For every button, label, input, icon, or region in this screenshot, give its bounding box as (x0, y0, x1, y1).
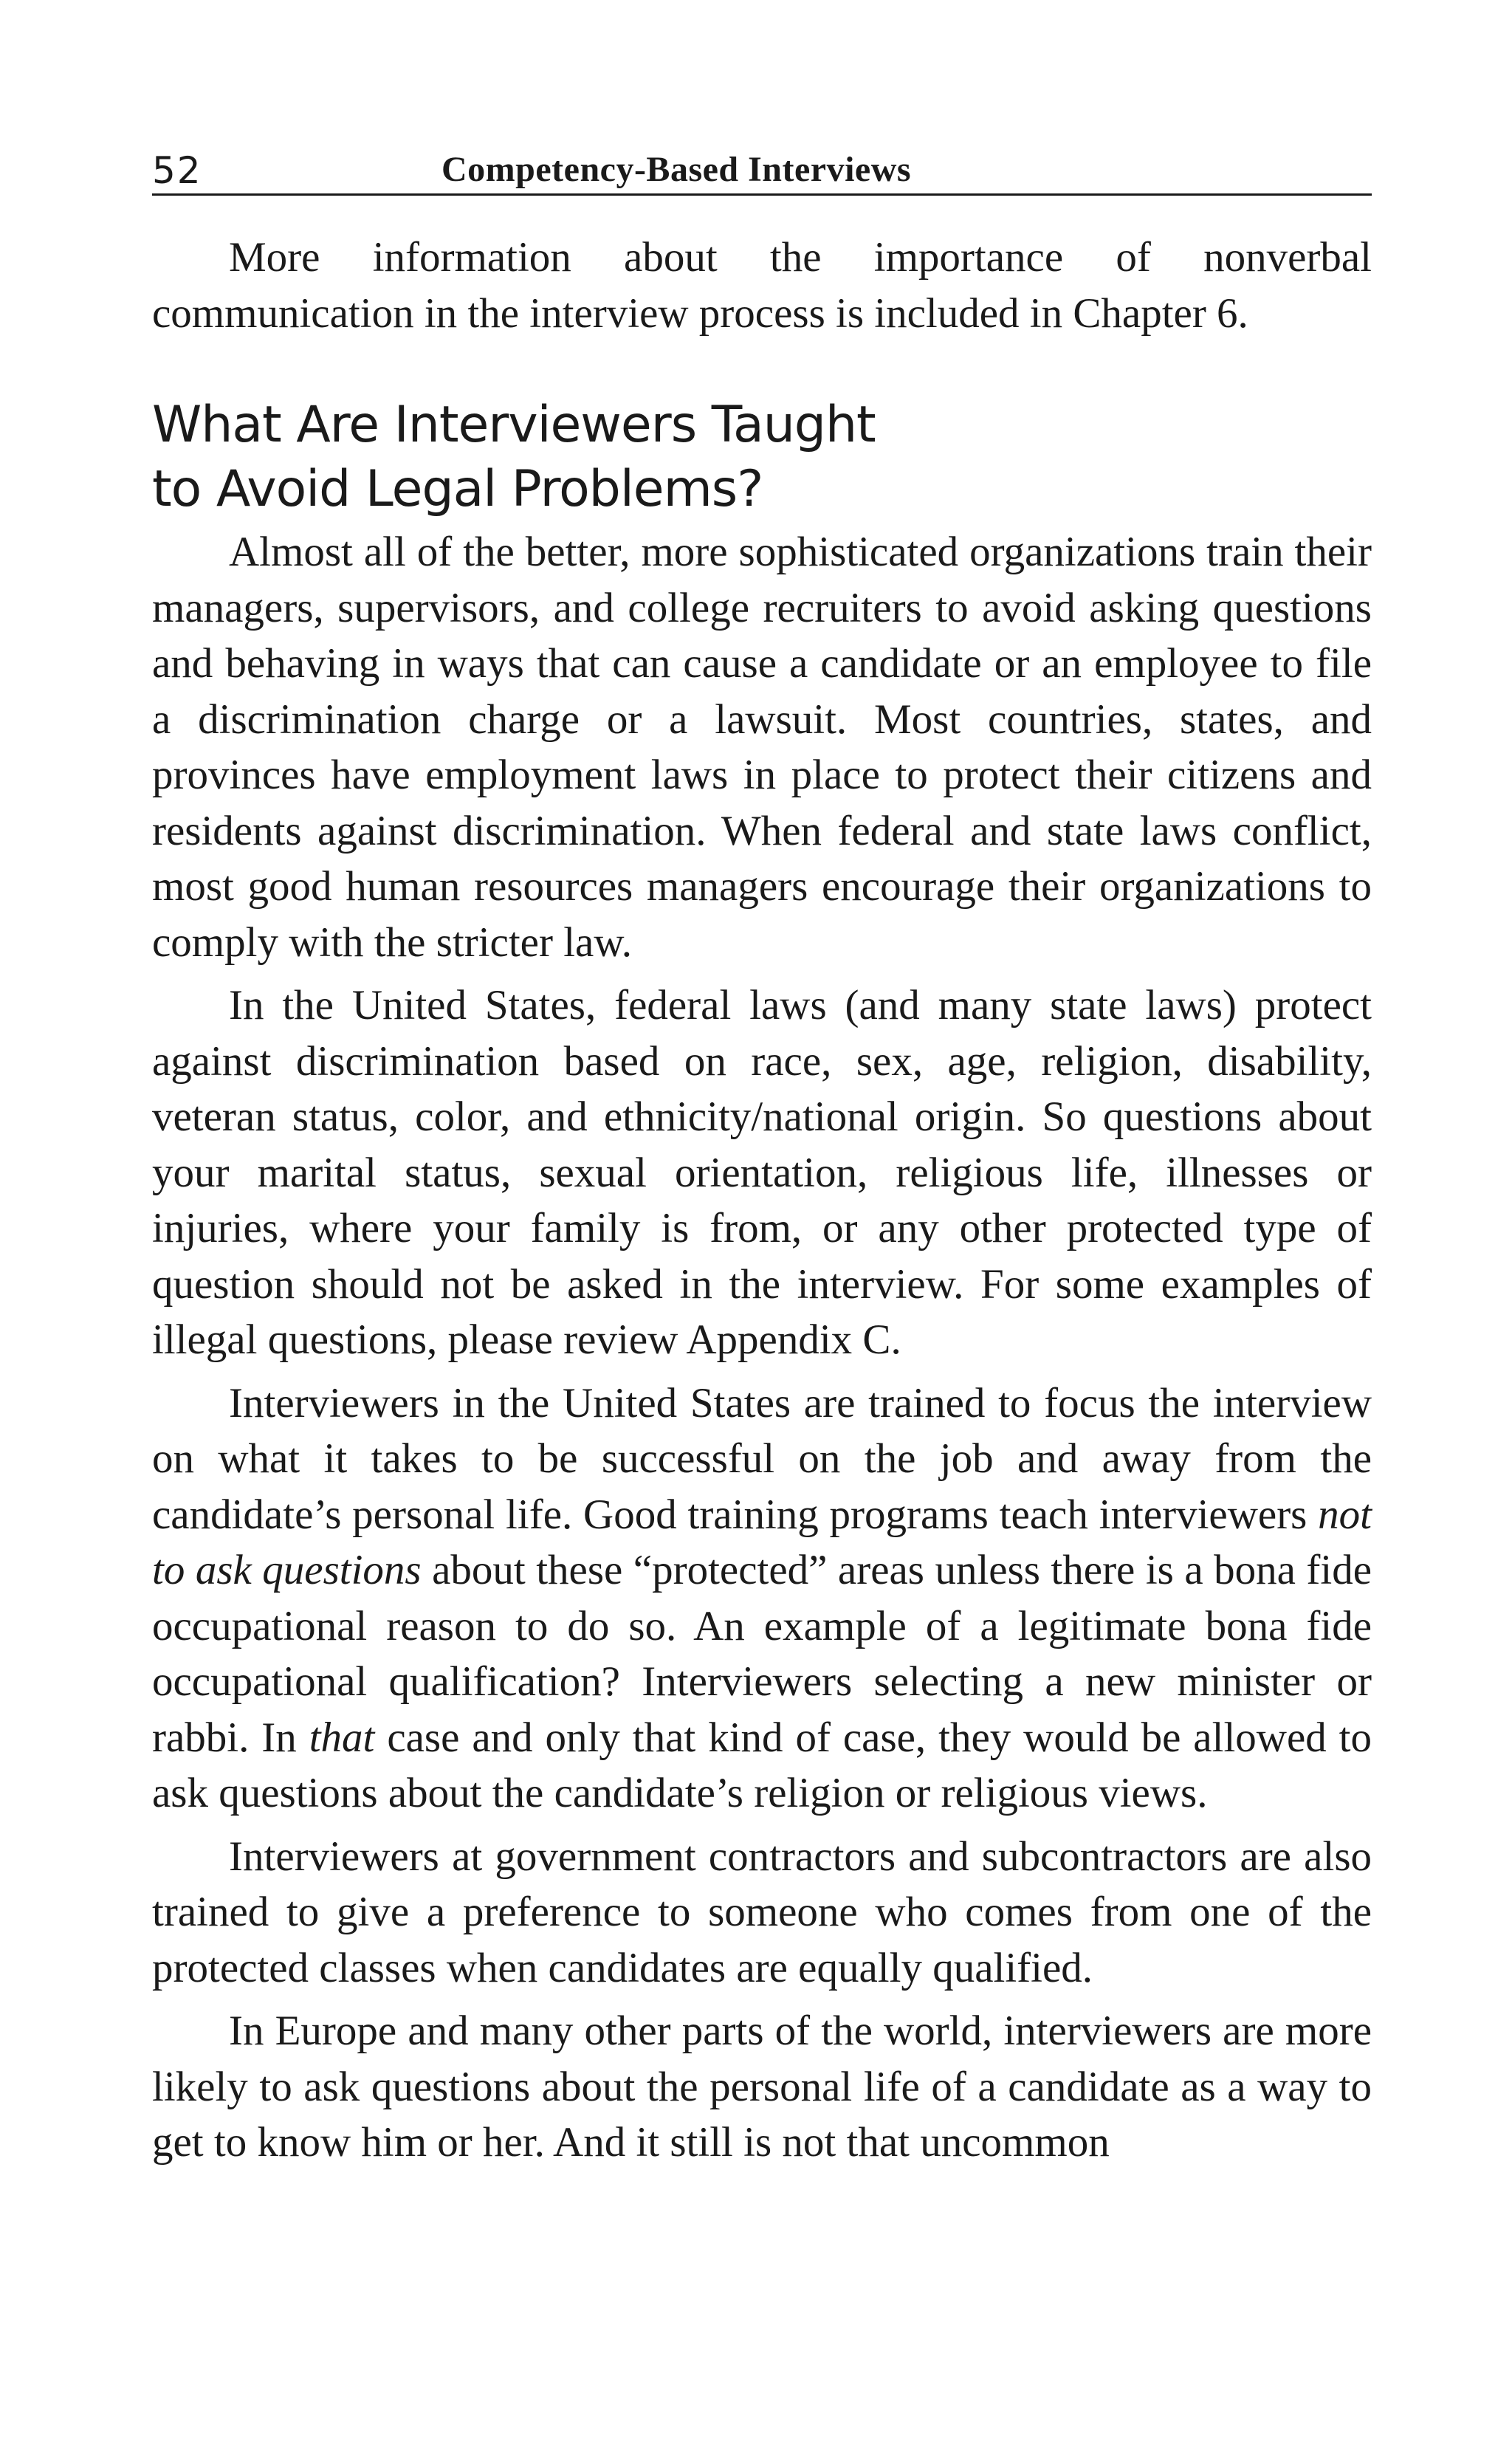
section-heading-line-2: to Avoid Legal Problems? (152, 460, 763, 518)
book-page (152, 140, 1372, 2178)
paragraph-government-contractors: Interviewers at government contractors and subcontractors are also trained to give a preference to someone who comes from one of the protected classes when candidates are equally qualified. (152, 1833, 1372, 1991)
emphasized-text: that (309, 1714, 375, 1761)
paragraph-us-laws: In the United States, federal laws (and many state laws) protect against discrimination based on race, sex, age, religion, disability, veteran status, color, and ethnicity/national origin. So questions about your marital status, sexual orientation, religious life, illnesses or injuries, where your family is from, or any other protected type of question should not be asked in the interview. For some examples of illegal questions, please review Appendix C. (152, 982, 1372, 1363)
intro-paragraph: More information about the importance of nonverbal communication in the interview process is included in Chapter 6. (152, 234, 1372, 337)
paragraph-training: Almost all of the better, more sophisticated organizations train their managers, supervisors, and college recruiters to avoid asking questions and behaving in ways that can cause a candidate or an employee to file a discrimination charge or a lawsuit. Most countries, states, and provinces have employment laws in place to protect their citizens and residents against discrimination. When federal and state laws conflict, most good human resources managers encourage their organizations to comply with the stricter law. (152, 529, 1372, 966)
emphasized-text: not to ask questions (152, 1491, 1372, 1593)
page-number: 52 (152, 149, 202, 192)
section-heading-line-1: What Are Interviewers Taught (152, 396, 876, 454)
paragraph-text-segment: case and only that kind of case, they would be allowed to ask questions about the candidate’s religion or religious views. (152, 1714, 1372, 1816)
section-heading (152, 393, 1372, 521)
paragraph-europe: In Europe and many other parts of the world, interviewers are more likely to ask questions about the personal life of a candidate as a way to get to know him or her. And it still is not that uncommon (152, 2008, 1372, 2166)
paragraph-text-segment: Interviewers in the United States are trained to focus the interview on what it takes to be successful on the job and away from the candidate’s personal life. Good training programs teach interviewers (152, 1379, 1372, 1538)
paragraph-text-segment: about these “protected” areas unless there is a bona fide occupational reason to do so. An example of a legitimate bona fide occupational qualification? Interviewers selecting a new minister or rabbi. In (152, 1547, 1372, 1761)
paragraph-interview-focus (152, 1376, 1372, 1821)
running-header (152, 140, 1372, 196)
book-title: Competency-Based Interviews (441, 150, 912, 189)
